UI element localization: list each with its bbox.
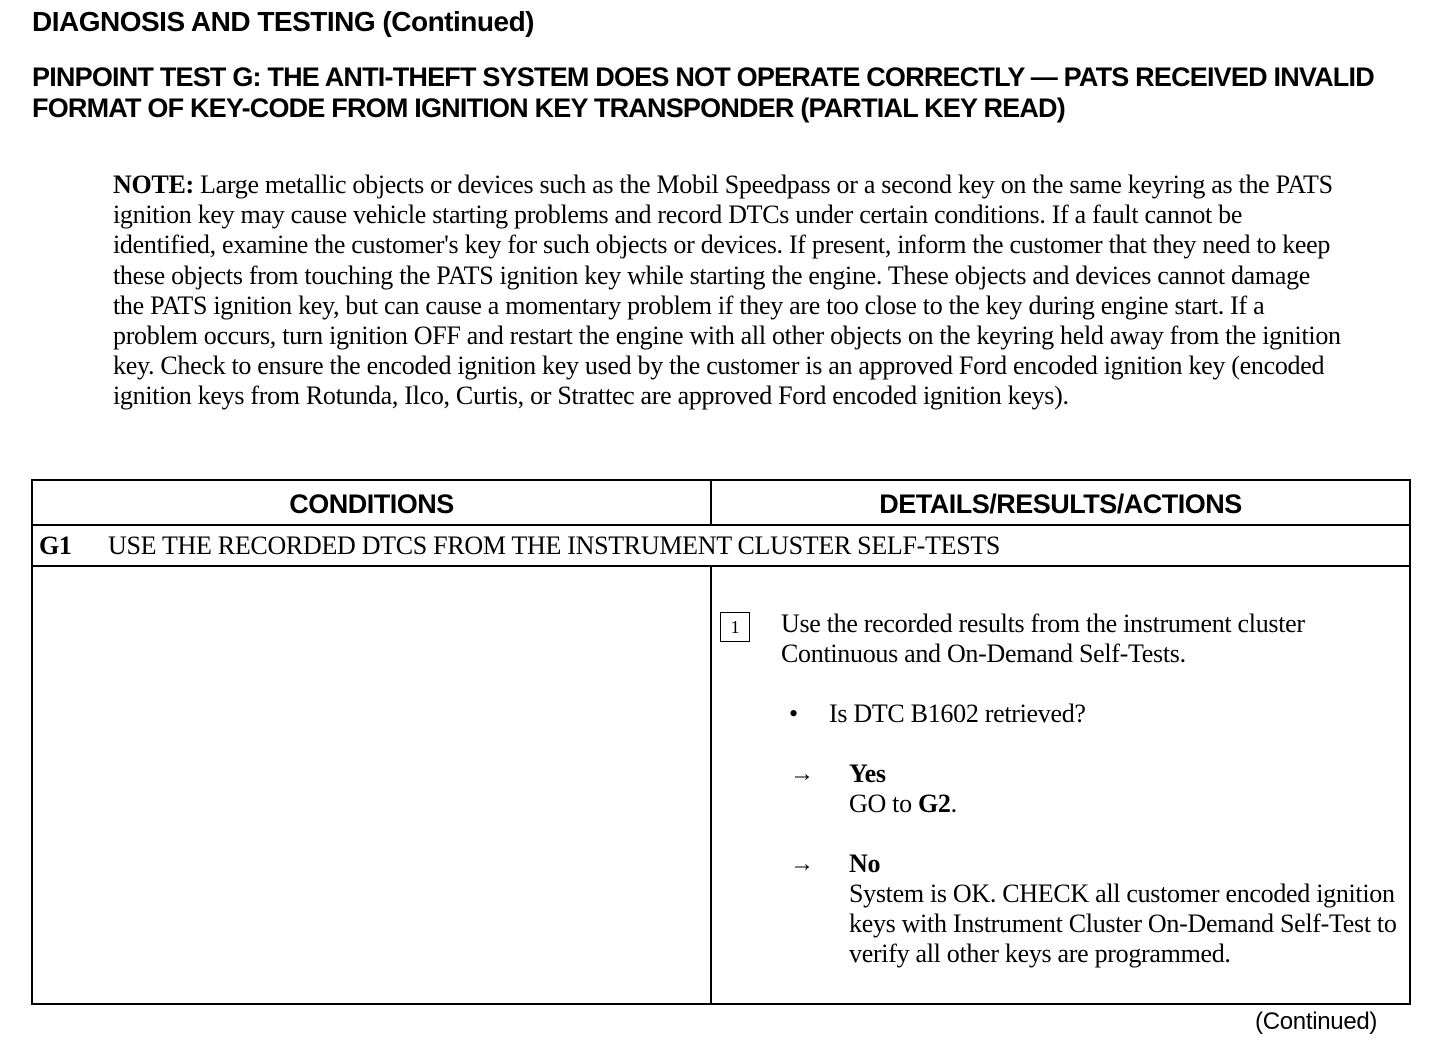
yes-label: Yes [849, 759, 886, 788]
note-text: Large metallic objects or devices such as the Mobil Speedpass or a second key on the same keyring as the PATS ignition key may cause vehicle starting problems and record DTCs under certain conditions. If a fault cannot be identified, examine the customer's key for such objects or devices. If present, inform the customer that they need to keep these objects from touching the PATS ignition key while starting the engine. These objects and devices cannot damage the PATS ignition key, but can cause a momentary problem if they are too close to the key during engine start. If a problem occurs, turn ignition OFF and restart the engine with all other objects on the keyring held away from the ignition key. Check to ensure the encoded ignition key used by the customer is an approved Ford encoded ignition key (encoded ignition keys from Rotunda, Ilco, Curtis, or Strattec are approved Ford encoded ignition keys). [113, 170, 1341, 411]
details-results-actions-header: DETAILS/RESULTS/ACTIONS [879, 489, 1242, 519]
step-row [33, 526, 1409, 567]
arrow-right-icon: → [790, 761, 814, 787]
no-label: No [849, 849, 881, 878]
step-action-text: Use the recorded results from the instrument cluster Continuous and On-Demand Self-Tests. [781, 609, 1305, 668]
table-header-row [33, 481, 1409, 526]
pinpoint-test-title: PINPOINT TEST G: THE ANTI-THEFT SYSTEM DOES NOT OPERATE CORRECTLY — PATS RECEIVED INVALID FORMAT OF KEY-CODE FROM IGNITION KEY TRANSPONDER (PARTIAL KEY READ) [32, 62, 1374, 123]
step-title: USE THE RECORDED DTCS FROM THE INSTRUMENT CLUSTER SELF-TESTS [108, 531, 1001, 560]
column-divider [710, 481, 712, 524]
pinpoint-test-table [31, 479, 1411, 1005]
yes-action-suffix: . [950, 789, 957, 818]
note-paragraph [113, 170, 1343, 412]
yes-action-target: G2 [917, 789, 951, 818]
section-heading: DIAGNOSIS AND TESTING (Continued) [32, 6, 534, 37]
conditions-header: CONDITIONS [289, 489, 454, 519]
bullet-icon: • [789, 699, 798, 728]
step-number-box: 1 [720, 612, 750, 642]
step-id: G1 [39, 531, 72, 560]
yes-action-prefix: GO to [849, 789, 918, 818]
no-action: System is OK. CHECK all customer encoded ignition keys with Instrument Cluster On-Demand Self-Test to verify all other keys are programmed. [849, 879, 1397, 968]
question-text: Is DTC B1602 retrieved? [829, 699, 1086, 728]
arrow-right-icon: → [790, 851, 814, 877]
note-label: NOTE: [113, 170, 194, 199]
yes-action [849, 789, 1399, 819]
details-cell [712, 567, 1409, 1003]
continued-footer: (Continued) [1255, 1008, 1378, 1035]
